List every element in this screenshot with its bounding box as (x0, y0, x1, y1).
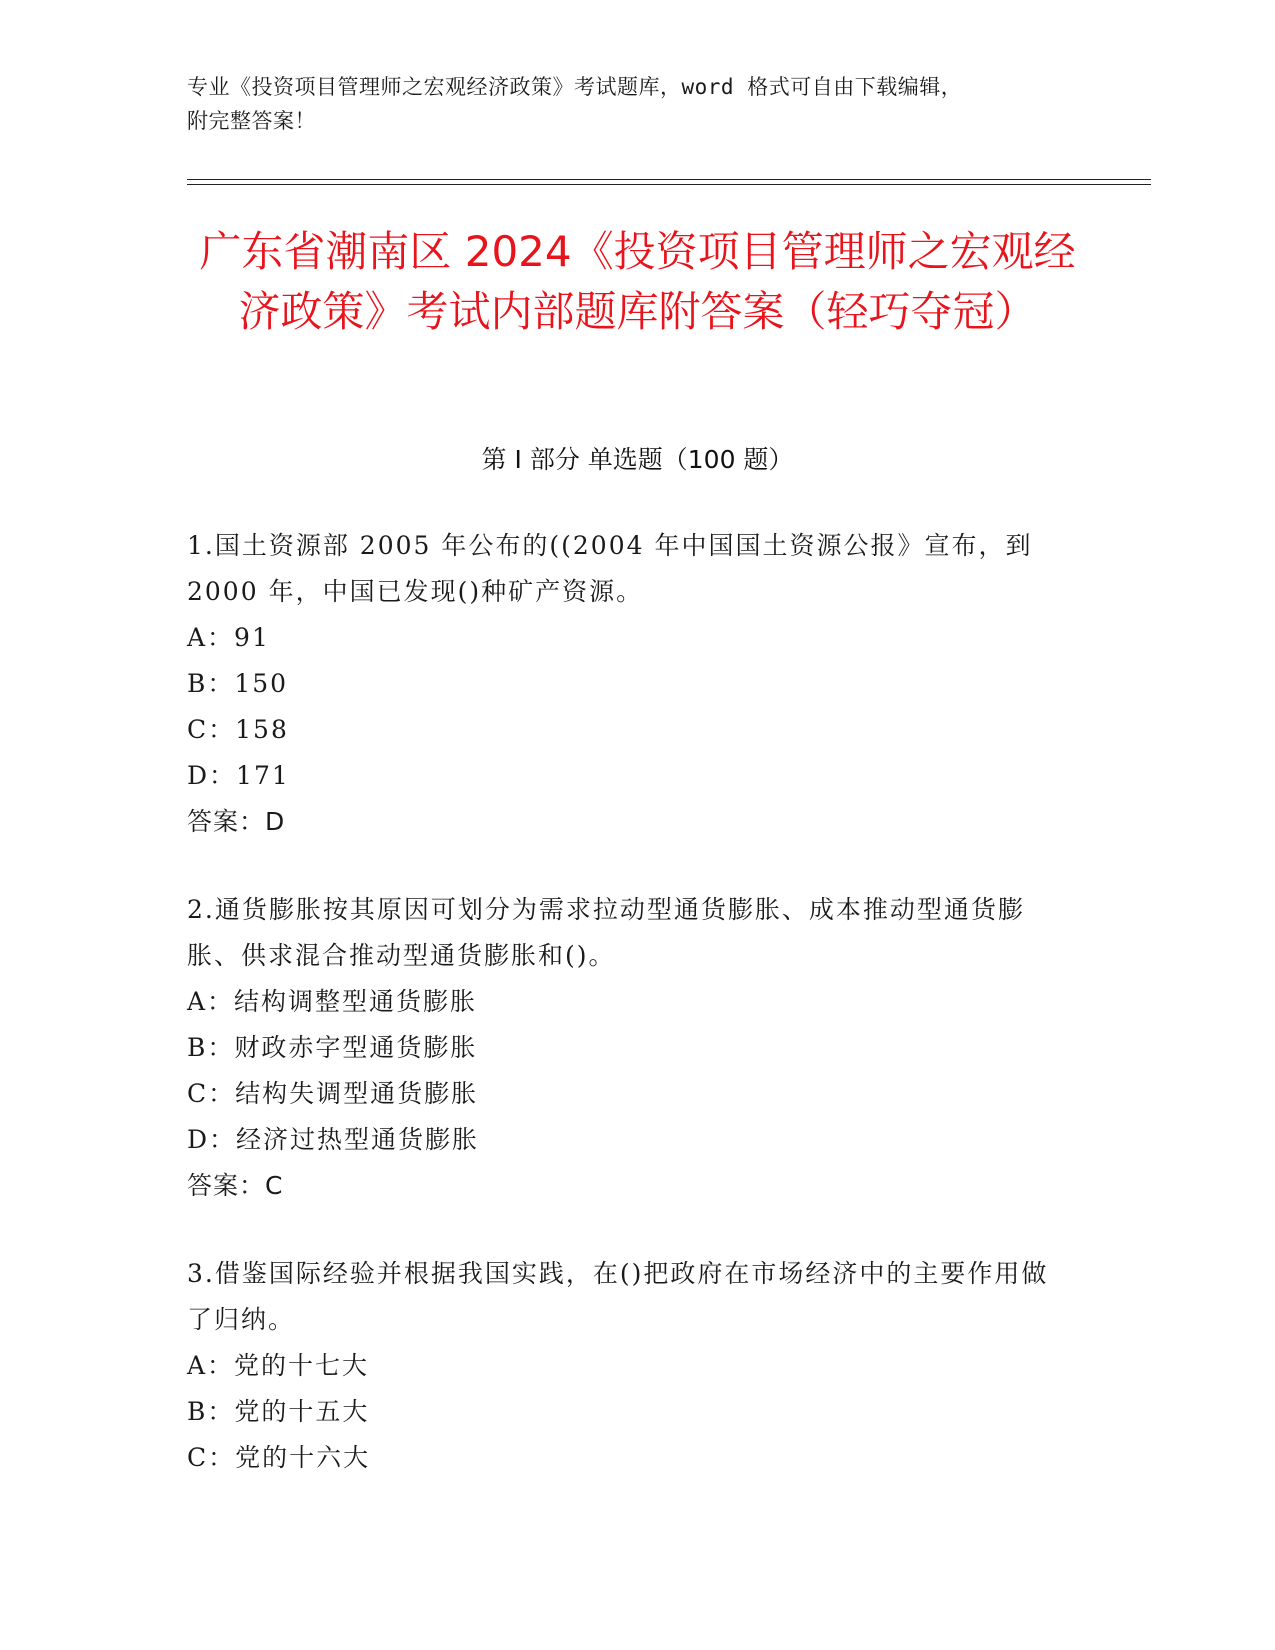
header-note-line-1: 专业《投资项目管理师之宏观经济政策》考试题库，word 格式可自由下载编辑， (187, 75, 963, 99)
question-stem: 2.通货膨胀按其原因可划分为需求拉动型通货膨胀、成本推动型通货膨胀、供求混合推动型通货膨胀和()。 (187, 895, 1025, 970)
document-title: 广东省潮南区 2024《投资项目管理师之宏观经济政策》考试内部题库附答案（轻巧夺冠） (199, 227, 1076, 336)
question-3 (187, 1251, 1067, 1481)
option-d: D：171 (187, 761, 290, 790)
option-c: C：党的十六大 (187, 1443, 371, 1472)
header-note (187, 70, 1087, 138)
option-b: B：150 (187, 669, 289, 698)
answer-line: 答案：D (187, 807, 286, 836)
option-c: C：结构失调型通货膨胀 (187, 1079, 479, 1108)
header-divider-top (187, 179, 1151, 180)
option-a: A：91 (187, 623, 270, 652)
question-stem: 1.国土资源部 2005 年公布的((2004 年中国国土资源公报》宣布，到 2000 年，中国已发现()种矿产资源。 (187, 531, 1033, 606)
question-2 (187, 887, 1067, 1209)
question-1 (187, 523, 1067, 845)
header-note-line-2: 附完整答案！ (187, 109, 316, 133)
option-a: A：结构调整型通货膨胀 (187, 987, 478, 1016)
option-b: B：财政赤字型通货膨胀 (187, 1033, 478, 1062)
section-heading: 第 I 部分 单选题（100 题） (481, 445, 794, 474)
option-c: C：158 (187, 715, 289, 744)
option-a: A：党的十七大 (187, 1351, 370, 1380)
answer-line: 答案：C (187, 1171, 284, 1200)
header-divider-bottom (187, 184, 1151, 185)
option-b: B：党的十五大 (187, 1397, 370, 1426)
question-stem: 3.借鉴国际经验并根据我国实践，在()把政府在市场经济中的主要作用做了归纳。 (187, 1259, 1049, 1334)
option-d: D：经济过热型通货膨胀 (187, 1125, 480, 1154)
